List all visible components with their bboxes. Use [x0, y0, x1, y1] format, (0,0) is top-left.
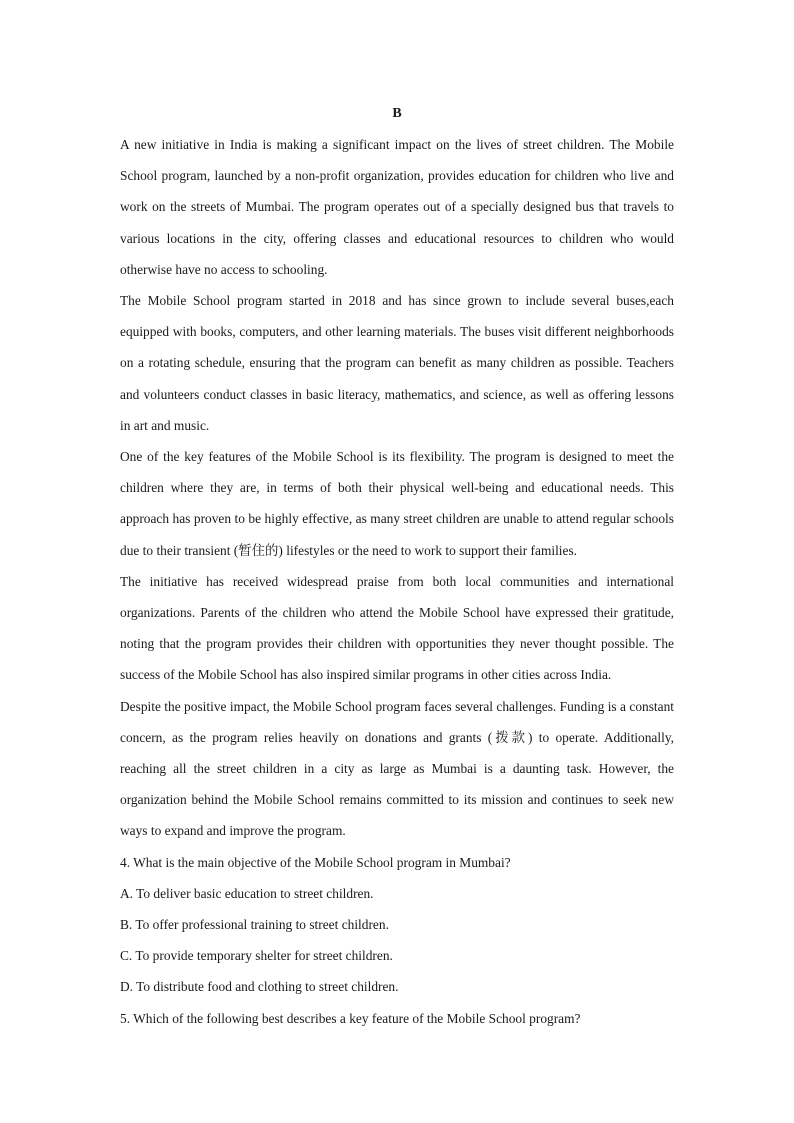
question-4-option-b: B. To offer professional training to street children.: [120, 917, 389, 933]
question-4-option-c: C. To provide temporary shelter for street children.: [120, 948, 393, 964]
passage-paragraph-5: Despite the positive impact, the Mobile School program faces several challenges. Funding is a constant concern, as the program relies heavily on donations and grants (拨款) to operate. Additionally, reaching all the street children in a city as large as Mumbai is a daunting task. However, the organization behind the Mobile School remains committed to its mission and continues to seek new ways to expand and improve the program.: [120, 698, 674, 839]
passage-paragraph-4: The initiative has received widespread praise from both local communities and international organizations. Parents of the children who attend the Mobile School have expressed their gratitude, noting that the program provides their children with opportunities they never thought possible. The success of the Mobile School has also inspired similar programs in other cities across India.: [120, 573, 674, 683]
question-4-option-a: A. To deliver basic education to street children.: [120, 885, 374, 901]
passage-paragraph-2: The Mobile School program started in 2018 and has since grown to include several buses,each equipped with books, computers, and other learning materials. The buses visit different neighborhoods on a rotating schedule, ensuring that the program can benefit as many children as possible. Teachers and volunteers conduct classes in basic literacy, mathematics, and science, as well as offering lessons in art and music.: [120, 293, 674, 433]
question-4-stem: 4. What is the main objective of the Mobile School program in Mumbai?: [120, 854, 511, 870]
section-title: B: [392, 106, 402, 121]
question-5-stem: 5. Which of the following best describes a key feature of the Mobile School program?: [120, 1010, 581, 1026]
question-4-option-d: D. To distribute food and clothing to street children.: [120, 979, 399, 995]
document-page: [120, 98, 674, 1034]
passage-paragraph-3: One of the key features of the Mobile School is its flexibility. The program is designed to meet the children where they are, in terms of both their physical well-being and educational needs. This approach has proven to be highly effective, as many street children are unable to attend regular schools due to their transient (暂住的) lifestyles or the need to work to support their families.: [120, 449, 674, 558]
passage-paragraph-1: A new initiative in India is making a significant impact on the lives of street children. The Mobile School program, launched by a non-profit organization, provides education for children who live and work on the streets of Mumbai. The program operates out of a specially designed bus that travels to various locations in the city, offering classes and educational resources to children who would otherwise have no access to schooling.: [120, 137, 674, 277]
